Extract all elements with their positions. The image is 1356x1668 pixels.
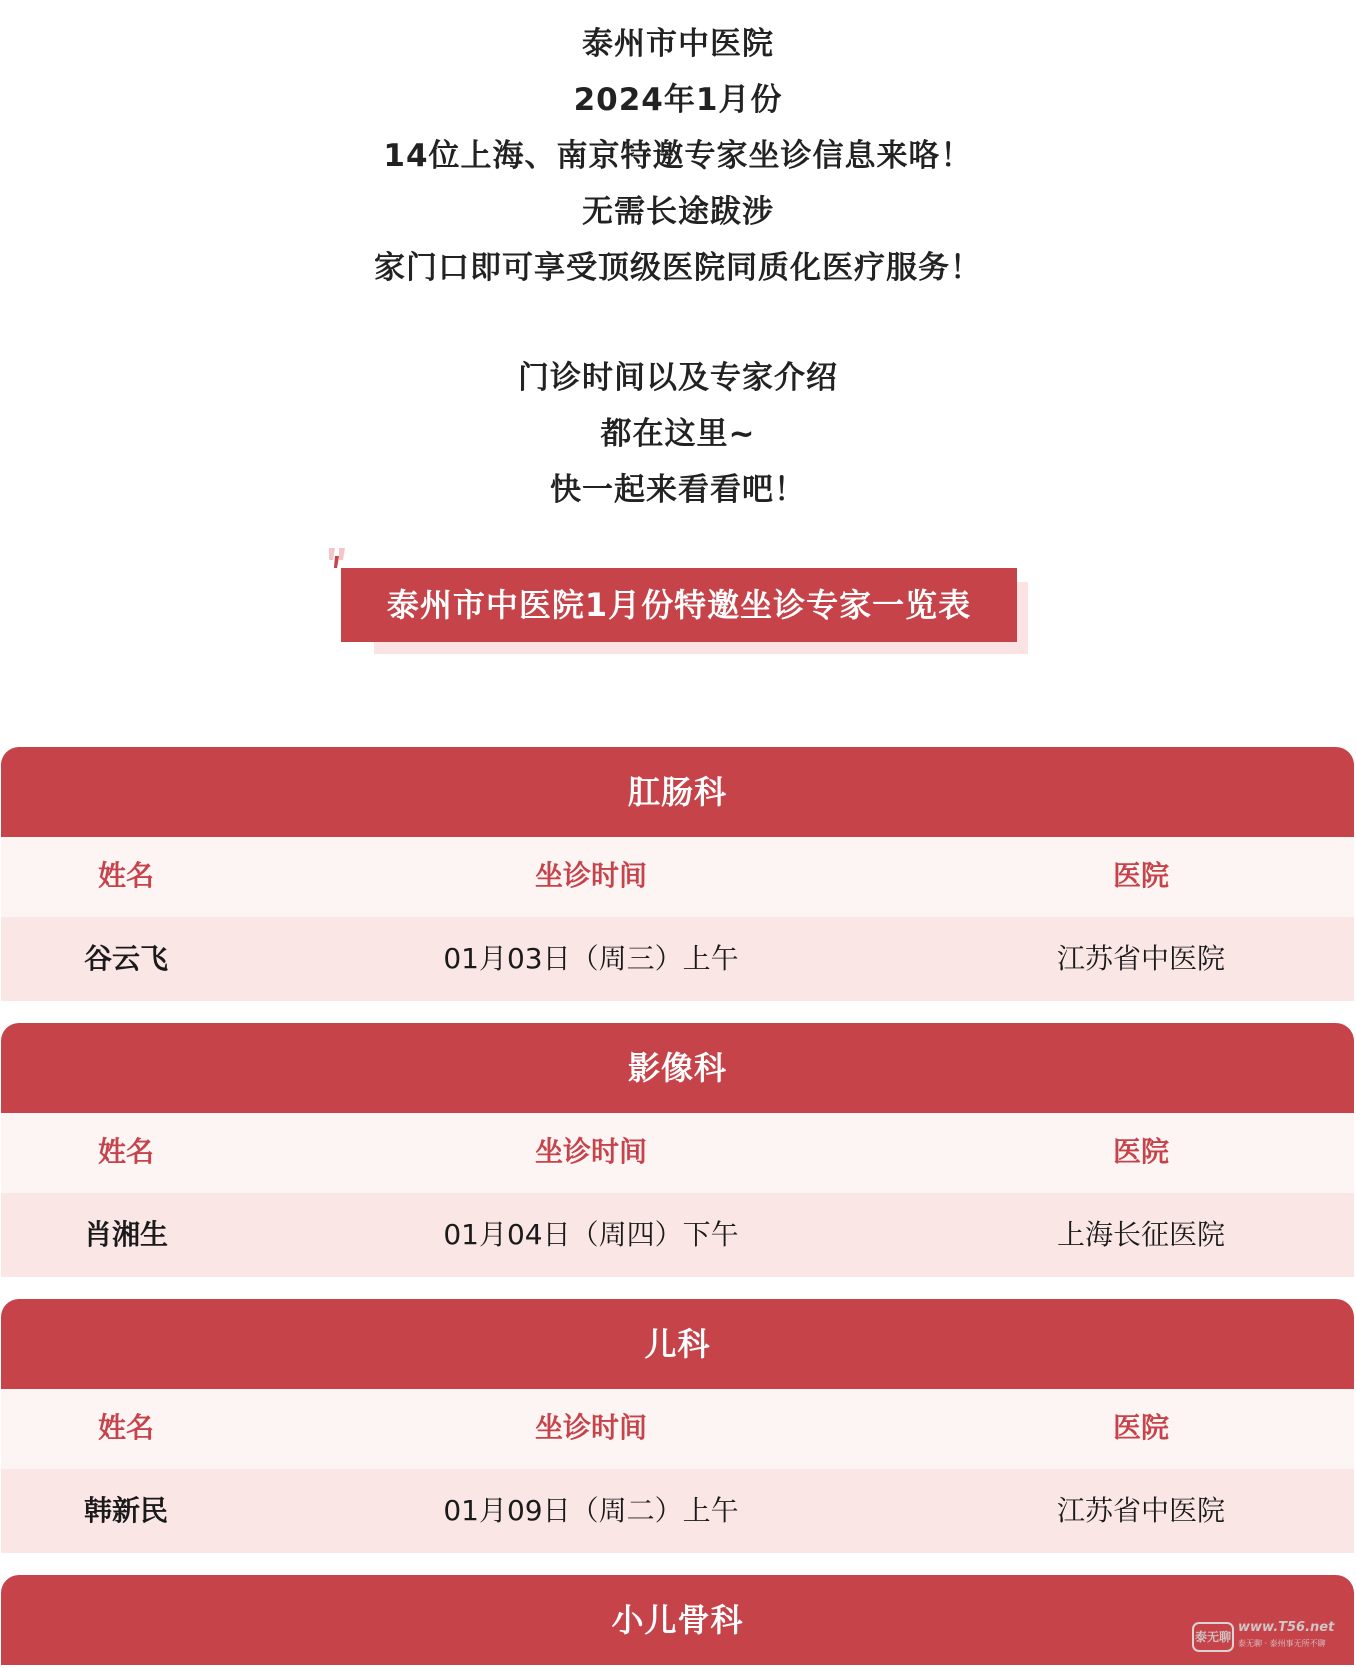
intro-line-experts: 14位上海、南京特邀专家坐诊信息来咯！ — [383, 138, 973, 174]
intro-line-hospital: 泰州市中医院 — [582, 26, 774, 62]
header-name: 姓名 — [97, 859, 154, 892]
header-hospital: 医院 — [1112, 1411, 1169, 1444]
header-hospital: 医院 — [1112, 1135, 1169, 1168]
department-title: 影像科 — [1, 1023, 1354, 1113]
watermark-logo: 泰无聊 — [1192, 1622, 1234, 1652]
intro-line-all-here: 都在这里~ — [600, 416, 756, 452]
watermark-tagline: 泰无聊 · 泰州事无所不聊 — [1238, 1639, 1326, 1648]
table-header-row — [1, 1389, 1354, 1469]
clinic-time: 01月03日（周三）上午 — [443, 942, 739, 975]
expert-name: 谷云飞 — [83, 942, 168, 975]
header-name: 姓名 — [97, 1411, 154, 1444]
clinic-time: 01月04日（周四）下午 — [443, 1218, 739, 1251]
department-card-pediatric-orthopedics — [1, 1575, 1354, 1665]
header-time: 坐诊时间 — [534, 859, 647, 892]
watermark-url: www.T56.net — [1238, 1620, 1335, 1635]
intro-line-come-see: 快一起来看看吧！ — [550, 472, 806, 508]
table-header-row — [1, 837, 1354, 917]
intro-spacer — [0, 296, 1356, 350]
table-header-row — [1, 1113, 1354, 1193]
intro-text — [0, 16, 1356, 518]
intro-line-clinic-time: 门诊时间以及专家介绍 — [518, 360, 838, 396]
department-card-pediatrics — [1, 1299, 1354, 1553]
expert-name: 韩新民 — [83, 1494, 168, 1527]
expert-name: 肖湘生 — [83, 1218, 168, 1251]
intro-line-month: 2024年1月份 — [573, 82, 783, 118]
intro-line-service: 家门口即可享受顶级医院同质化医疗服务！ — [374, 250, 982, 286]
clinic-time: 01月09日（周二）上午 — [443, 1494, 739, 1527]
expert-hospital: 江苏省中医院 — [1056, 942, 1225, 975]
header-name: 姓名 — [97, 1135, 154, 1168]
expert-hospital: 江苏省中医院 — [1056, 1494, 1225, 1527]
site-watermark — [1192, 1618, 1342, 1654]
header-hospital: 医院 — [1112, 859, 1169, 892]
department-title: 儿科 — [1, 1299, 1354, 1389]
table-row — [1, 1469, 1354, 1553]
department-card-anorectal — [1, 747, 1354, 1001]
header-time: 坐诊时间 — [534, 1411, 647, 1444]
table-row — [1, 1193, 1354, 1277]
schedule-banner — [341, 568, 1017, 656]
table-row — [1, 917, 1354, 1001]
header-time: 坐诊时间 — [534, 1135, 647, 1168]
department-title: 小儿骨科 — [1, 1575, 1354, 1665]
expert-hospital: 上海长征医院 — [1056, 1218, 1225, 1251]
quote-mark-icon — [325, 544, 355, 574]
department-card-imaging — [1, 1023, 1354, 1277]
banner-title: 泰州市中医院1月份特邀坐诊专家一览表 — [341, 568, 1017, 642]
department-title: 肛肠科 — [1, 747, 1354, 837]
intro-line-no-travel: 无需长途跋涉 — [582, 194, 774, 230]
